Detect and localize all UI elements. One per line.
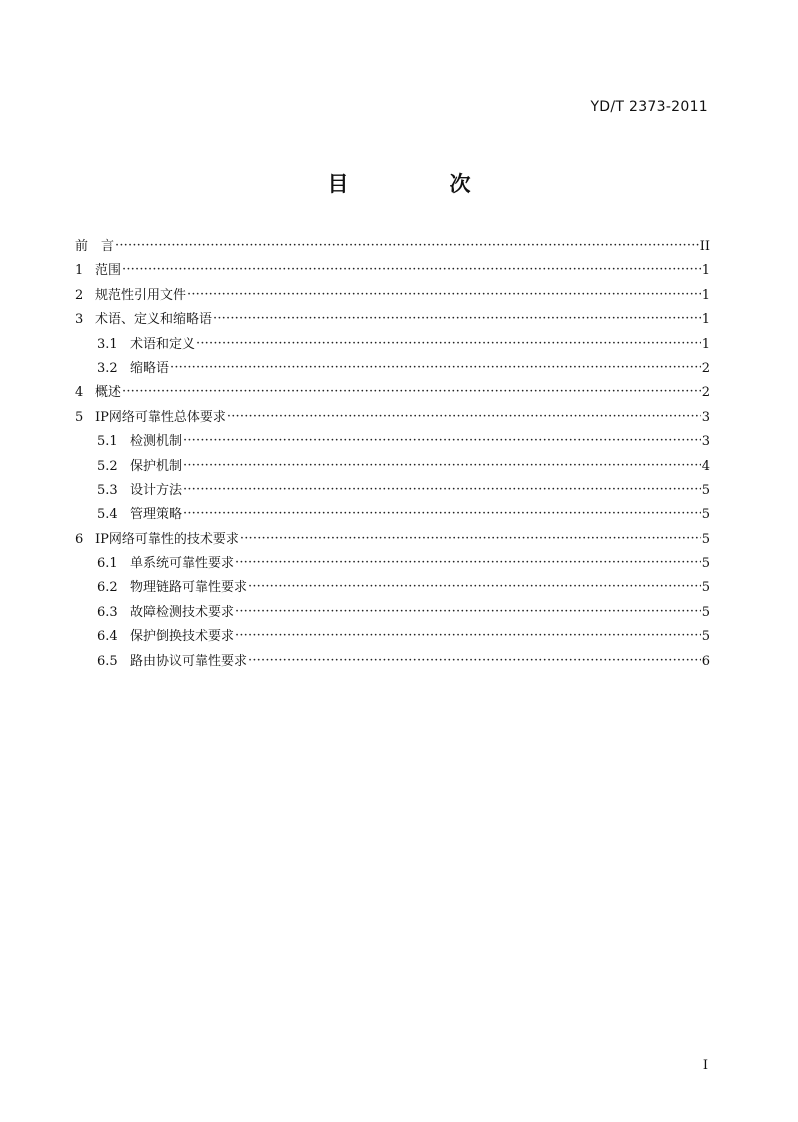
dot-leader xyxy=(240,531,701,546)
dot-leader xyxy=(183,433,701,448)
toc-entry-number: 3.2 xyxy=(97,360,118,376)
toc-entry-page: 3 xyxy=(701,409,710,425)
dot-leader xyxy=(187,287,701,302)
toc-entry-number: 1 xyxy=(75,263,84,279)
toc-entry-number: 6.1 xyxy=(97,556,118,572)
toc-entry-page: 3 xyxy=(701,434,710,450)
dot-leader xyxy=(122,384,701,399)
toc-entry[interactable] xyxy=(75,333,710,357)
dot-leader xyxy=(248,579,701,594)
toc-entry-number: 5 xyxy=(75,409,84,425)
toc-entry-number: 2 xyxy=(75,287,84,303)
toc-entry[interactable] xyxy=(75,235,710,259)
toc-entry[interactable] xyxy=(75,650,710,674)
toc-entry-page: 1 xyxy=(701,312,710,328)
toc-entry[interactable] xyxy=(75,455,710,479)
toc-entry-label: 设计方法 xyxy=(130,482,183,498)
toc-entry[interactable] xyxy=(75,479,710,503)
toc-entry-number: 6.2 xyxy=(97,580,118,596)
toc-entry-page: 5 xyxy=(701,556,710,572)
toc-entry-label: 术语和定义 xyxy=(130,336,196,352)
toc-entry-page: 1 xyxy=(701,287,710,303)
toc-entry-page: 5 xyxy=(701,604,710,620)
toc-entry-label: 规范性引用文件 xyxy=(95,287,187,303)
toc-entry-page: 6 xyxy=(701,653,710,669)
toc-entry[interactable] xyxy=(75,503,710,527)
toc-entry-number: 6.5 xyxy=(97,653,118,669)
toc-entry-page: 5 xyxy=(701,482,710,498)
dot-leader xyxy=(122,262,701,277)
toc-entry-label: 前 言 xyxy=(75,239,115,254)
toc-entry-page: 5 xyxy=(701,531,710,547)
toc-entry-page: 1 xyxy=(701,263,710,279)
toc-entry[interactable] xyxy=(75,284,710,308)
toc-entry-page: 5 xyxy=(701,629,710,645)
toc-entry-label: 单系统可靠性要求 xyxy=(130,556,235,572)
dot-leader xyxy=(183,458,701,473)
toc-entry-label: 范围 xyxy=(95,263,122,279)
toc-entry[interactable] xyxy=(75,430,710,454)
toc-entry[interactable] xyxy=(75,601,710,625)
toc-entry-page: 1 xyxy=(701,336,710,352)
dot-leader xyxy=(235,628,701,643)
dot-leader xyxy=(235,555,701,570)
dot-leader xyxy=(235,604,701,619)
toc-entry[interactable] xyxy=(75,357,710,381)
dot-leader xyxy=(248,653,701,668)
toc-entry-label: IP网络可靠性总体要求 xyxy=(95,409,226,425)
toc-entry-number: 6.4 xyxy=(97,629,118,645)
toc-entry-label: 概述 xyxy=(95,385,122,401)
toc-entry-number: 5.4 xyxy=(97,507,118,523)
toc-entry-number: 4 xyxy=(75,385,84,401)
toc-entry-number: 6.3 xyxy=(97,604,118,620)
toc-entry-label: 保护倒换技术要求 xyxy=(130,629,235,645)
dot-leader xyxy=(183,506,701,521)
dot-leader xyxy=(196,336,701,351)
toc-entry-page: 2 xyxy=(701,360,710,376)
toc-entry[interactable] xyxy=(75,259,710,283)
toc-entry[interactable] xyxy=(75,552,710,576)
toc-entry-label: 术语、定义和缩略语 xyxy=(95,312,213,328)
dot-leader xyxy=(115,238,699,253)
toc-entry-page: II xyxy=(699,239,710,254)
toc-entry-label: 物理链路可靠性要求 xyxy=(130,580,248,596)
toc-entry-number: 5.2 xyxy=(97,458,118,474)
dot-leader xyxy=(183,482,701,497)
toc-entry[interactable] xyxy=(75,576,710,600)
toc-entry-page: 2 xyxy=(701,385,710,401)
toc-entry-number: 3 xyxy=(75,312,84,328)
toc-entry-page: 4 xyxy=(701,458,710,474)
dot-leader xyxy=(213,311,701,326)
toc-entry-number: 5.1 xyxy=(97,434,118,450)
toc-entry-label: 故障检测技术要求 xyxy=(130,604,235,620)
toc-entry[interactable] xyxy=(75,308,710,332)
page-title: 目 次 xyxy=(327,172,511,196)
toc-entry[interactable] xyxy=(75,381,710,405)
toc-entry-label: 检测机制 xyxy=(130,434,183,450)
document-code: YD/T 2373-2011 xyxy=(590,99,708,115)
toc-entry-label: 路由协议可靠性要求 xyxy=(130,653,248,669)
toc-entry[interactable] xyxy=(75,528,710,552)
toc-entry-label: 管理策略 xyxy=(130,507,183,523)
page-number: I xyxy=(702,1058,708,1073)
toc-entry-number: 3.1 xyxy=(97,336,118,352)
toc-entry-number: 5.3 xyxy=(97,482,118,498)
toc-entry-label: 保护机制 xyxy=(130,458,183,474)
toc-entry[interactable] xyxy=(75,406,710,430)
toc-entry[interactable] xyxy=(75,625,710,649)
toc-entry-page: 5 xyxy=(701,580,710,596)
toc-entry-label: 缩略语 xyxy=(130,360,170,376)
dot-leader xyxy=(227,409,701,424)
dot-leader xyxy=(170,360,701,375)
table-of-contents xyxy=(75,235,710,674)
toc-entry-number: 6 xyxy=(75,531,84,547)
toc-entry-page: 5 xyxy=(701,507,710,523)
toc-entry-label: IP网络可靠性的技术要求 xyxy=(95,531,239,547)
